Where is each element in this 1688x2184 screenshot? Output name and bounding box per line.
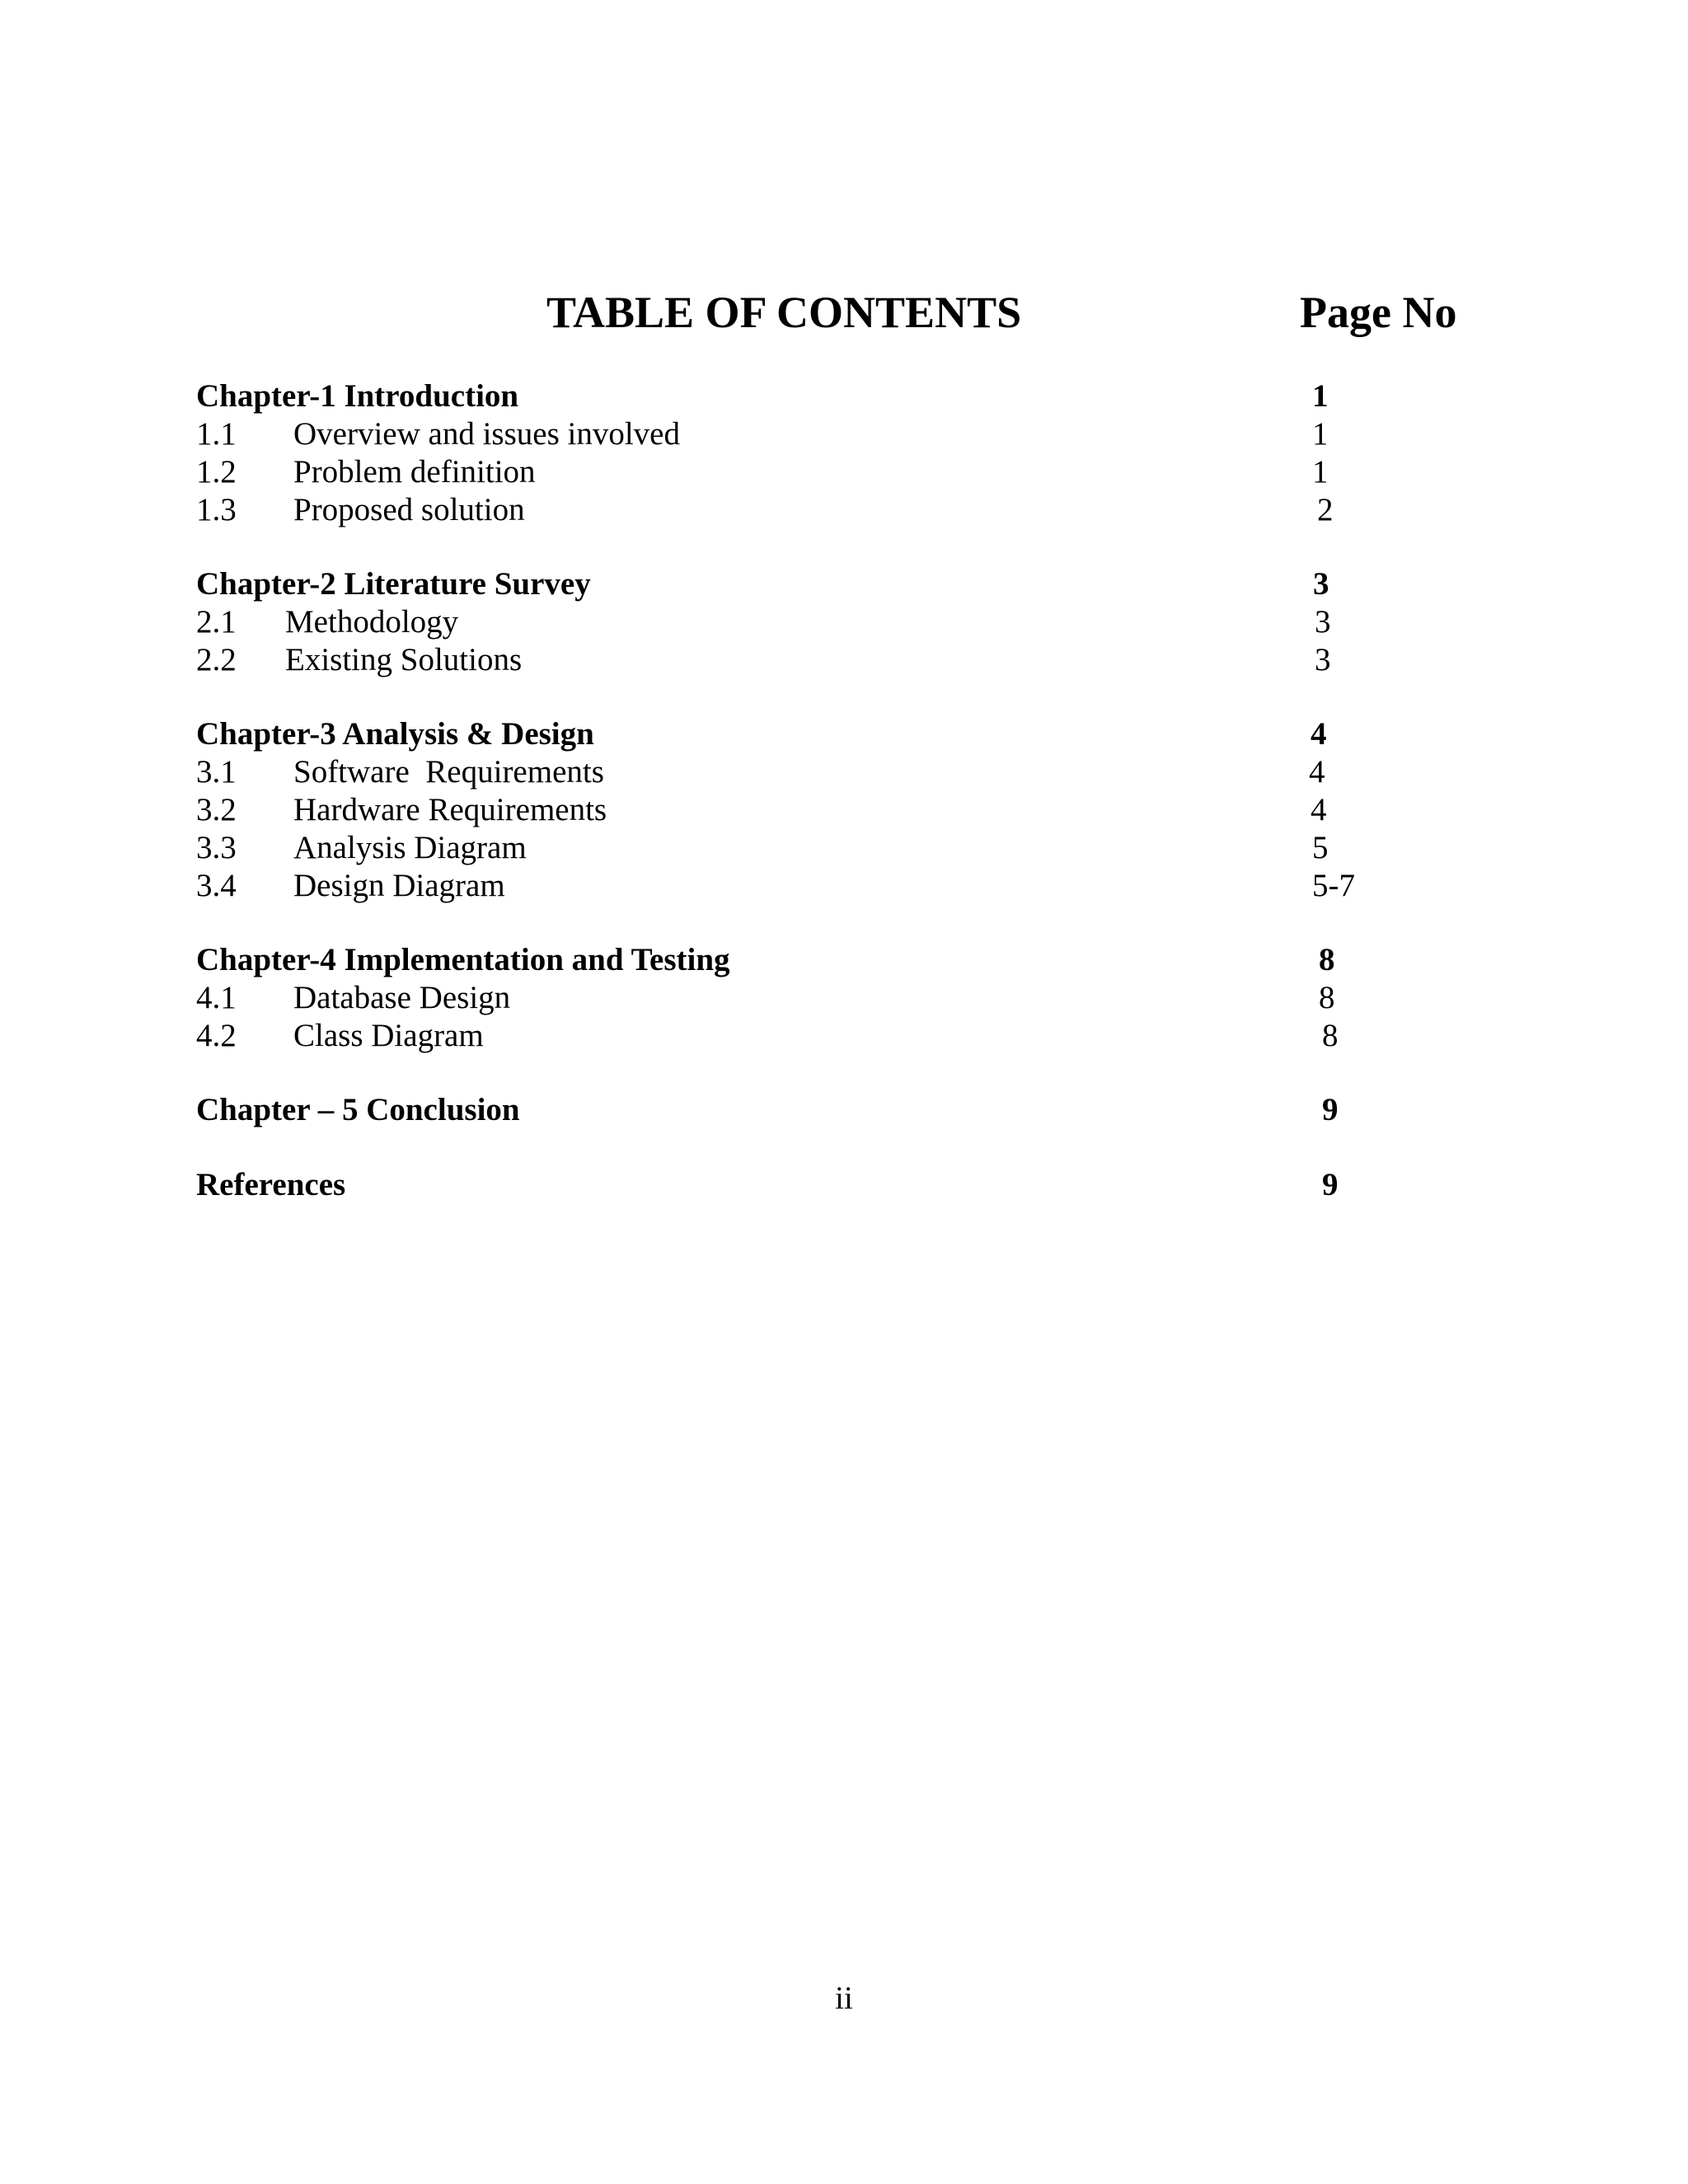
references-title: References	[196, 1167, 346, 1202]
page-number: 2	[1317, 492, 1334, 527]
page-number: 3	[1313, 566, 1329, 602]
chapter-title: Chapter-4 Implementation and Testing	[196, 942, 730, 977]
section-number: 1.1	[196, 416, 237, 452]
toc-section-row[interactable]	[0, 791, 1688, 829]
toc-title: TABLE OF CONTENTS	[546, 288, 1022, 337]
section-label: Analysis Diagram	[293, 830, 527, 865]
toc-section-row[interactable]	[0, 829, 1688, 867]
page-number: 9	[1322, 1092, 1339, 1127]
toc-chapter-row[interactable]	[0, 941, 1688, 979]
page-number: 9	[1322, 1167, 1339, 1202]
toc-section-row[interactable]	[0, 641, 1688, 679]
page-number: 3	[1315, 642, 1331, 677]
page-number: 4	[1311, 792, 1327, 827]
page-number: 8	[1319, 942, 1335, 977]
section-number: 3.2	[196, 792, 237, 827]
page-footer-number: ii	[835, 1980, 853, 2016]
section-number: 3.3	[196, 830, 237, 865]
section-label: Proposed solution	[293, 492, 525, 527]
toc-section-row[interactable]	[0, 415, 1688, 453]
section-number: 4.1	[196, 980, 237, 1015]
chapter-title: Chapter-2 Literature Survey	[196, 566, 591, 602]
chapter-title: Chapter-1 Introduction	[196, 378, 519, 414]
section-label: Class Diagram	[293, 1018, 484, 1053]
page-number: 1	[1312, 416, 1329, 452]
section-number: 1.2	[196, 454, 237, 490]
page-number: 4	[1309, 754, 1325, 790]
section-number: 2.2	[196, 642, 237, 677]
toc-section-row[interactable]	[0, 603, 1688, 641]
toc-section-row[interactable]	[0, 491, 1688, 529]
page-number: 3	[1315, 604, 1331, 640]
page-number: 5-7	[1312, 868, 1355, 903]
section-label: Overview and issues involved	[293, 416, 680, 452]
page-number: 1	[1312, 454, 1329, 490]
section-number: 1.3	[196, 492, 237, 527]
chapter-title: Chapter-3 Analysis & Design	[196, 716, 594, 752]
section-label: Existing Solutions	[285, 642, 523, 677]
page-number: 5	[1312, 830, 1329, 865]
section-label: Methodology	[285, 604, 459, 640]
toc-chapter-row[interactable]	[0, 377, 1688, 415]
page-number: 1	[1312, 378, 1329, 414]
toc-section-row[interactable]	[0, 1017, 1688, 1055]
section-label: Database Design	[293, 980, 511, 1015]
section-number: 3.4	[196, 868, 237, 903]
section-number: 2.1	[196, 604, 237, 640]
page-number: 8	[1322, 1018, 1339, 1053]
section-label: Software Requirements	[293, 754, 604, 790]
section-label: Design Diagram	[293, 868, 505, 903]
toc-chapter-row[interactable]	[0, 565, 1688, 603]
section-label: Hardware Requirements	[293, 792, 607, 827]
page-number: 4	[1311, 716, 1327, 752]
toc-section-row[interactable]	[0, 453, 1688, 491]
section-number: 4.2	[196, 1018, 237, 1053]
toc-section-row[interactable]	[0, 979, 1688, 1017]
section-label: Problem definition	[293, 454, 536, 490]
chapter-title: Chapter – 5 Conclusion	[196, 1092, 520, 1127]
section-number: 3.1	[196, 754, 237, 790]
toc-section-row[interactable]	[0, 753, 1688, 791]
page-number: 8	[1319, 980, 1335, 1015]
toc-chapter-row[interactable]	[0, 715, 1688, 753]
toc-section-row[interactable]	[0, 867, 1688, 905]
toc-chapter-row[interactable]	[0, 1166, 1688, 1204]
page-no-column-header: Page No	[1300, 288, 1457, 337]
toc-chapter-row[interactable]	[0, 1091, 1688, 1129]
